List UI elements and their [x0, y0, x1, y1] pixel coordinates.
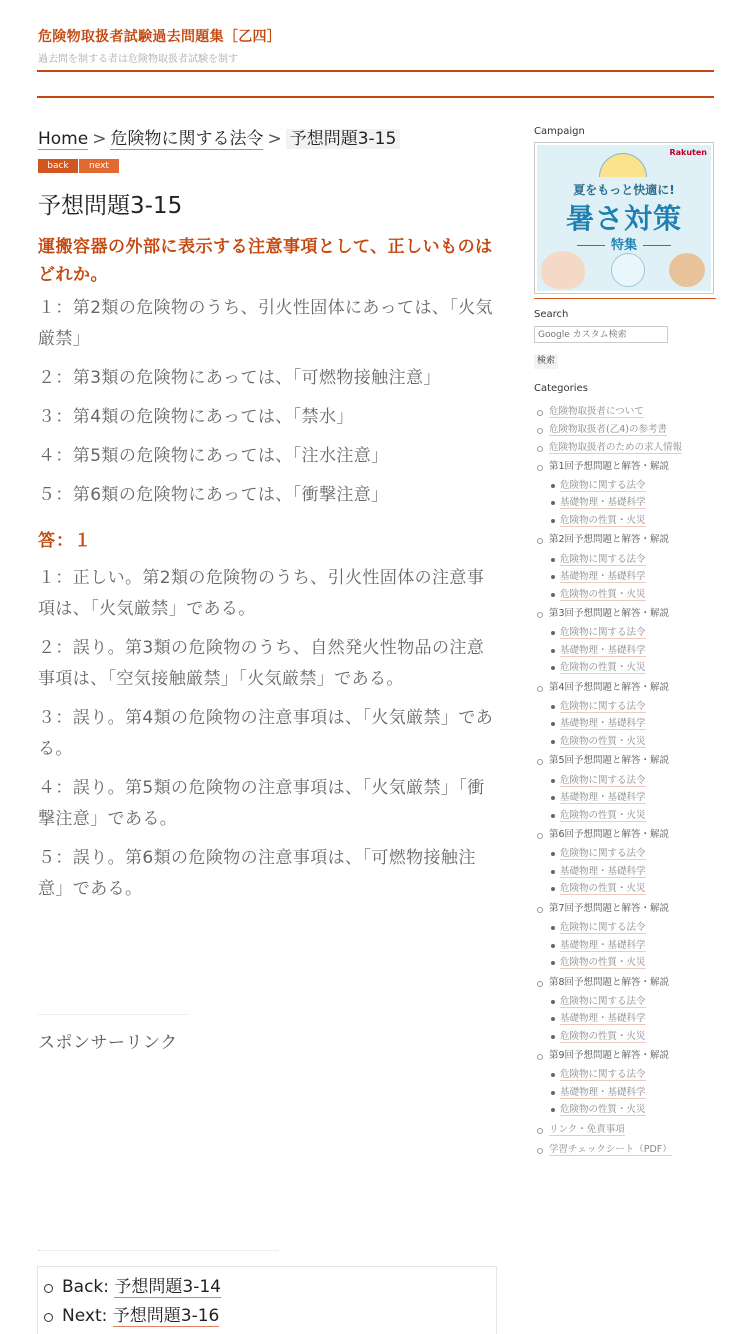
subcategory-item[interactable]: [549, 772, 716, 790]
subcategory-item[interactable]: [549, 624, 716, 642]
banner-line3: 特集: [537, 234, 711, 253]
explanation-item: １：正しい。第2類の危険物のうち、引火性固体の注意事項は、「火気厳禁」である。: [38, 568, 485, 619]
subcategory-label: 基礎物理・基礎科学: [560, 571, 646, 583]
category-group-label: 第7回予想問題と解答・解説: [549, 902, 670, 914]
subcategory-item[interactable]: [549, 845, 716, 863]
subcategory-list: [549, 993, 716, 1046]
category-group-label: 第9回予想問題と解答・解説: [549, 1050, 670, 1062]
breadcrumb-current: 予想問題3-15: [286, 129, 401, 149]
category-list: [534, 403, 716, 1159]
subcategory-item[interactable]: [549, 586, 716, 604]
site-tagline: 過去問を制する者は危険物取扱者試験を制す: [38, 54, 238, 65]
banner-image: [537, 145, 711, 291]
subcategory-list: [549, 845, 716, 898]
subcategory-label: 基礎物理・基礎科学: [560, 939, 646, 951]
subcategory-label: 危険物に関する法令: [560, 479, 646, 491]
banner-line1: 夏をもっと快適に!: [573, 183, 675, 197]
main-content: [38, 126, 498, 905]
category-group-label: 第8回予想問題と解答・解説: [549, 976, 670, 988]
subcategory-label: 危険物の性質・火災: [560, 735, 646, 747]
subcategory-label: 危険物の性質・火災: [560, 957, 646, 969]
subcategory-label: 基礎物理・基礎科学: [560, 497, 646, 509]
answer-heading: 答：１: [38, 531, 92, 551]
breadcrumb: [38, 126, 498, 152]
subcategory-list: [549, 1066, 716, 1119]
category-group: [534, 752, 716, 824]
category-label: 危険物取扱者について: [549, 406, 644, 417]
sun-icon: [599, 153, 647, 177]
category-group-label: 第2回予想問題と解答・解説: [549, 534, 670, 546]
subcategory-label: 危険物に関する法令: [560, 700, 646, 712]
choice-item: １：第2類の危険物のうち、引火性固体にあっては、「火気厳禁」: [38, 298, 493, 349]
subcategory-item[interactable]: [549, 937, 716, 955]
subcategory-item[interactable]: [549, 642, 716, 660]
category-group: [534, 900, 716, 972]
subcategory-item[interactable]: [549, 807, 716, 825]
subcategory-item[interactable]: [549, 568, 716, 586]
category-label: 危険物取扱者のための求人情報: [549, 442, 683, 454]
category-group: [534, 1047, 716, 1119]
next-button[interactable]: next: [79, 159, 119, 173]
subcategory-list: [549, 551, 716, 604]
category-group-label: 第6回予想問題と解答・解説: [549, 829, 670, 841]
category-item[interactable]: [534, 1121, 716, 1139]
subcategory-item[interactable]: [549, 659, 716, 677]
banner-line2: 暑さ対策: [565, 202, 682, 235]
subcategory-label: 基礎物理・基礎科学: [560, 1086, 646, 1098]
subcategory-label: 基礎物理・基礎科学: [560, 1013, 646, 1025]
explanation-item: ３：誤り。第4類の危険物の注意事項は、「火気厳禁」である。: [38, 708, 494, 759]
postnav-back: [62, 1273, 496, 1302]
subcategory-item[interactable]: [549, 993, 716, 1011]
subcategory-label: 危険物の性質・火災: [560, 809, 646, 821]
site-title[interactable]: 危険物取扱者試験過去問題集［乙四］: [38, 29, 282, 45]
choice-item: ４：第5類の危険物にあっては、「注水注意」: [38, 446, 389, 466]
category-label: リンク・免責事項: [549, 1123, 625, 1135]
subcategory-label: 基礎物理・基礎科学: [560, 865, 646, 877]
subcategory-label: 危険物に関する法令: [560, 995, 646, 1007]
subcategory-item[interactable]: [549, 477, 716, 495]
subcategory-label: 危険物の性質・火災: [560, 883, 646, 895]
subcategory-item[interactable]: [549, 512, 716, 530]
explanation-item: ５：誤り。第6類の危険物の注意事項は、「可燃物接触注意」である。: [38, 848, 476, 899]
category-group: [534, 458, 716, 530]
subcategory-list: [549, 772, 716, 825]
subcategory-item[interactable]: [549, 1028, 716, 1046]
subcategory-item[interactable]: [549, 715, 716, 733]
subcategory-item[interactable]: [549, 1101, 716, 1119]
search-input[interactable]: [534, 326, 668, 343]
subcategory-item[interactable]: [549, 1066, 716, 1084]
postnav-next: [62, 1302, 496, 1331]
breadcrumb-separator: >: [92, 129, 107, 149]
post-navigation: [37, 1266, 497, 1334]
subcategory-item[interactable]: [549, 1010, 716, 1028]
subcategory-label: 危険物の性質・火災: [560, 1030, 646, 1042]
subcategory-label: 危険物の性質・火災: [560, 1104, 646, 1116]
category-item[interactable]: [534, 403, 716, 421]
category-item[interactable]: [534, 421, 716, 439]
subcategory-item[interactable]: [549, 880, 716, 898]
subcategory-label: 危険物に関する法令: [560, 1069, 646, 1081]
subcategory-list: [549, 477, 716, 530]
explanation-item: ４：誤り。第5類の危険物の注意事項は、「火気厳禁」「衝撃注意」である。: [38, 778, 485, 829]
category-group: [534, 974, 716, 1046]
breadcrumb-home-link[interactable]: Home: [38, 129, 89, 149]
postnav-next-label: Next:: [62, 1306, 108, 1326]
category-group: [534, 531, 716, 603]
category-label: 学習チェックシート（PDF）: [549, 1144, 672, 1156]
subcategory-list: [549, 624, 716, 677]
banner-brand: Rakuten: [669, 148, 707, 157]
category-group: [534, 679, 716, 751]
banner-divider: [534, 298, 716, 299]
subcategory-item[interactable]: [549, 1084, 716, 1102]
category-group: [534, 605, 716, 677]
back-button[interactable]: back: [38, 159, 78, 173]
sponsor-label: スポンサーリンク: [38, 1033, 178, 1053]
category-label: 危険物取扱者(乙4)の参考書: [549, 424, 667, 436]
search-widget: [534, 309, 716, 369]
subcategory-label: 危険物の性質・火災: [560, 514, 646, 526]
subcategory-label: 危険物に関する法令: [560, 627, 646, 639]
subcategory-item[interactable]: [549, 494, 716, 512]
category-item[interactable]: [534, 439, 716, 457]
pager-buttons: [38, 159, 498, 173]
categories-widget: [534, 383, 716, 1159]
subcategory-label: 危険物に関する法令: [560, 848, 646, 860]
person-illustration: [541, 251, 585, 289]
category-group: [534, 826, 716, 898]
explanation-item: ２：誤り。第3類の危険物のうち、自然発火性物品の注意事項は、「空気接触厳禁」「火気厳禁」である。: [38, 638, 485, 689]
choice-item: ３：第4類の危険物にあっては、「禁水」: [38, 407, 354, 427]
breadcrumb-category-link[interactable]: 危険物に関する法令: [110, 129, 264, 149]
postnav-back-label: Back:: [62, 1277, 109, 1297]
subcategory-item[interactable]: [549, 919, 716, 937]
categories-title: Categories: [534, 383, 588, 394]
postnav-next-link[interactable]: 予想問題3-16: [112, 1306, 220, 1326]
category-item[interactable]: [534, 1141, 716, 1159]
dog-illustration: [669, 253, 705, 287]
subcategory-item[interactable]: [549, 954, 716, 972]
subcategory-label: 危険物に関する法令: [560, 553, 646, 565]
sidebar: [534, 126, 716, 1159]
subcategory-label: 危険物の性質・火災: [560, 588, 646, 600]
breadcrumb-separator: >: [267, 129, 282, 149]
subcategory-item[interactable]: [549, 698, 716, 716]
subcategory-item[interactable]: [549, 863, 716, 881]
subcategory-label: 基礎物理・基礎科学: [560, 792, 646, 804]
search-title: Search: [534, 309, 569, 320]
postnav-back-link[interactable]: 予想問題3-14: [114, 1277, 221, 1297]
subcategory-label: 基礎物理・基礎科学: [560, 644, 646, 656]
campaign-banner[interactable]: [534, 142, 714, 294]
subcategory-label: 危険物に関する法令: [560, 922, 646, 934]
question-text: 運搬容器の外部に表示する注意事項として、正しいものはどれか。: [38, 237, 493, 285]
nav-divider: [37, 96, 714, 98]
sponsor-divider: [38, 1014, 188, 1015]
subcategory-label: 基礎物理・基礎科学: [560, 718, 646, 730]
subcategory-item[interactable]: [549, 789, 716, 807]
category-group-label: 第1回予想問題と解答・解説: [549, 460, 670, 472]
post-title: 予想問題3-15: [38, 193, 183, 219]
subcategory-label: 危険物の性質・火災: [560, 662, 646, 674]
category-group-label: 第3回予想問題と解答・解説: [549, 608, 670, 620]
subcategory-item[interactable]: [549, 551, 716, 569]
subcategory-list: [549, 698, 716, 751]
category-group-label: 第5回予想問題と解答・解説: [549, 755, 670, 767]
choice-item: ５：第6類の危険物にあっては、「衝撃注意」: [38, 485, 389, 505]
subcategory-list: [549, 919, 716, 972]
header-divider: [37, 70, 714, 72]
subcategory-item[interactable]: [549, 733, 716, 751]
subcategory-label: 危険物に関する法令: [560, 774, 646, 786]
bear-illustration: [611, 253, 645, 287]
choice-item: ２：第3類の危険物にあっては、「可燃物接触注意」: [38, 368, 441, 388]
campaign-title: Campaign: [534, 126, 585, 137]
search-button[interactable]: 検索: [534, 354, 558, 369]
postnav-divider: [38, 1250, 278, 1251]
category-group-label: 第4回予想問題と解答・解説: [549, 681, 670, 693]
